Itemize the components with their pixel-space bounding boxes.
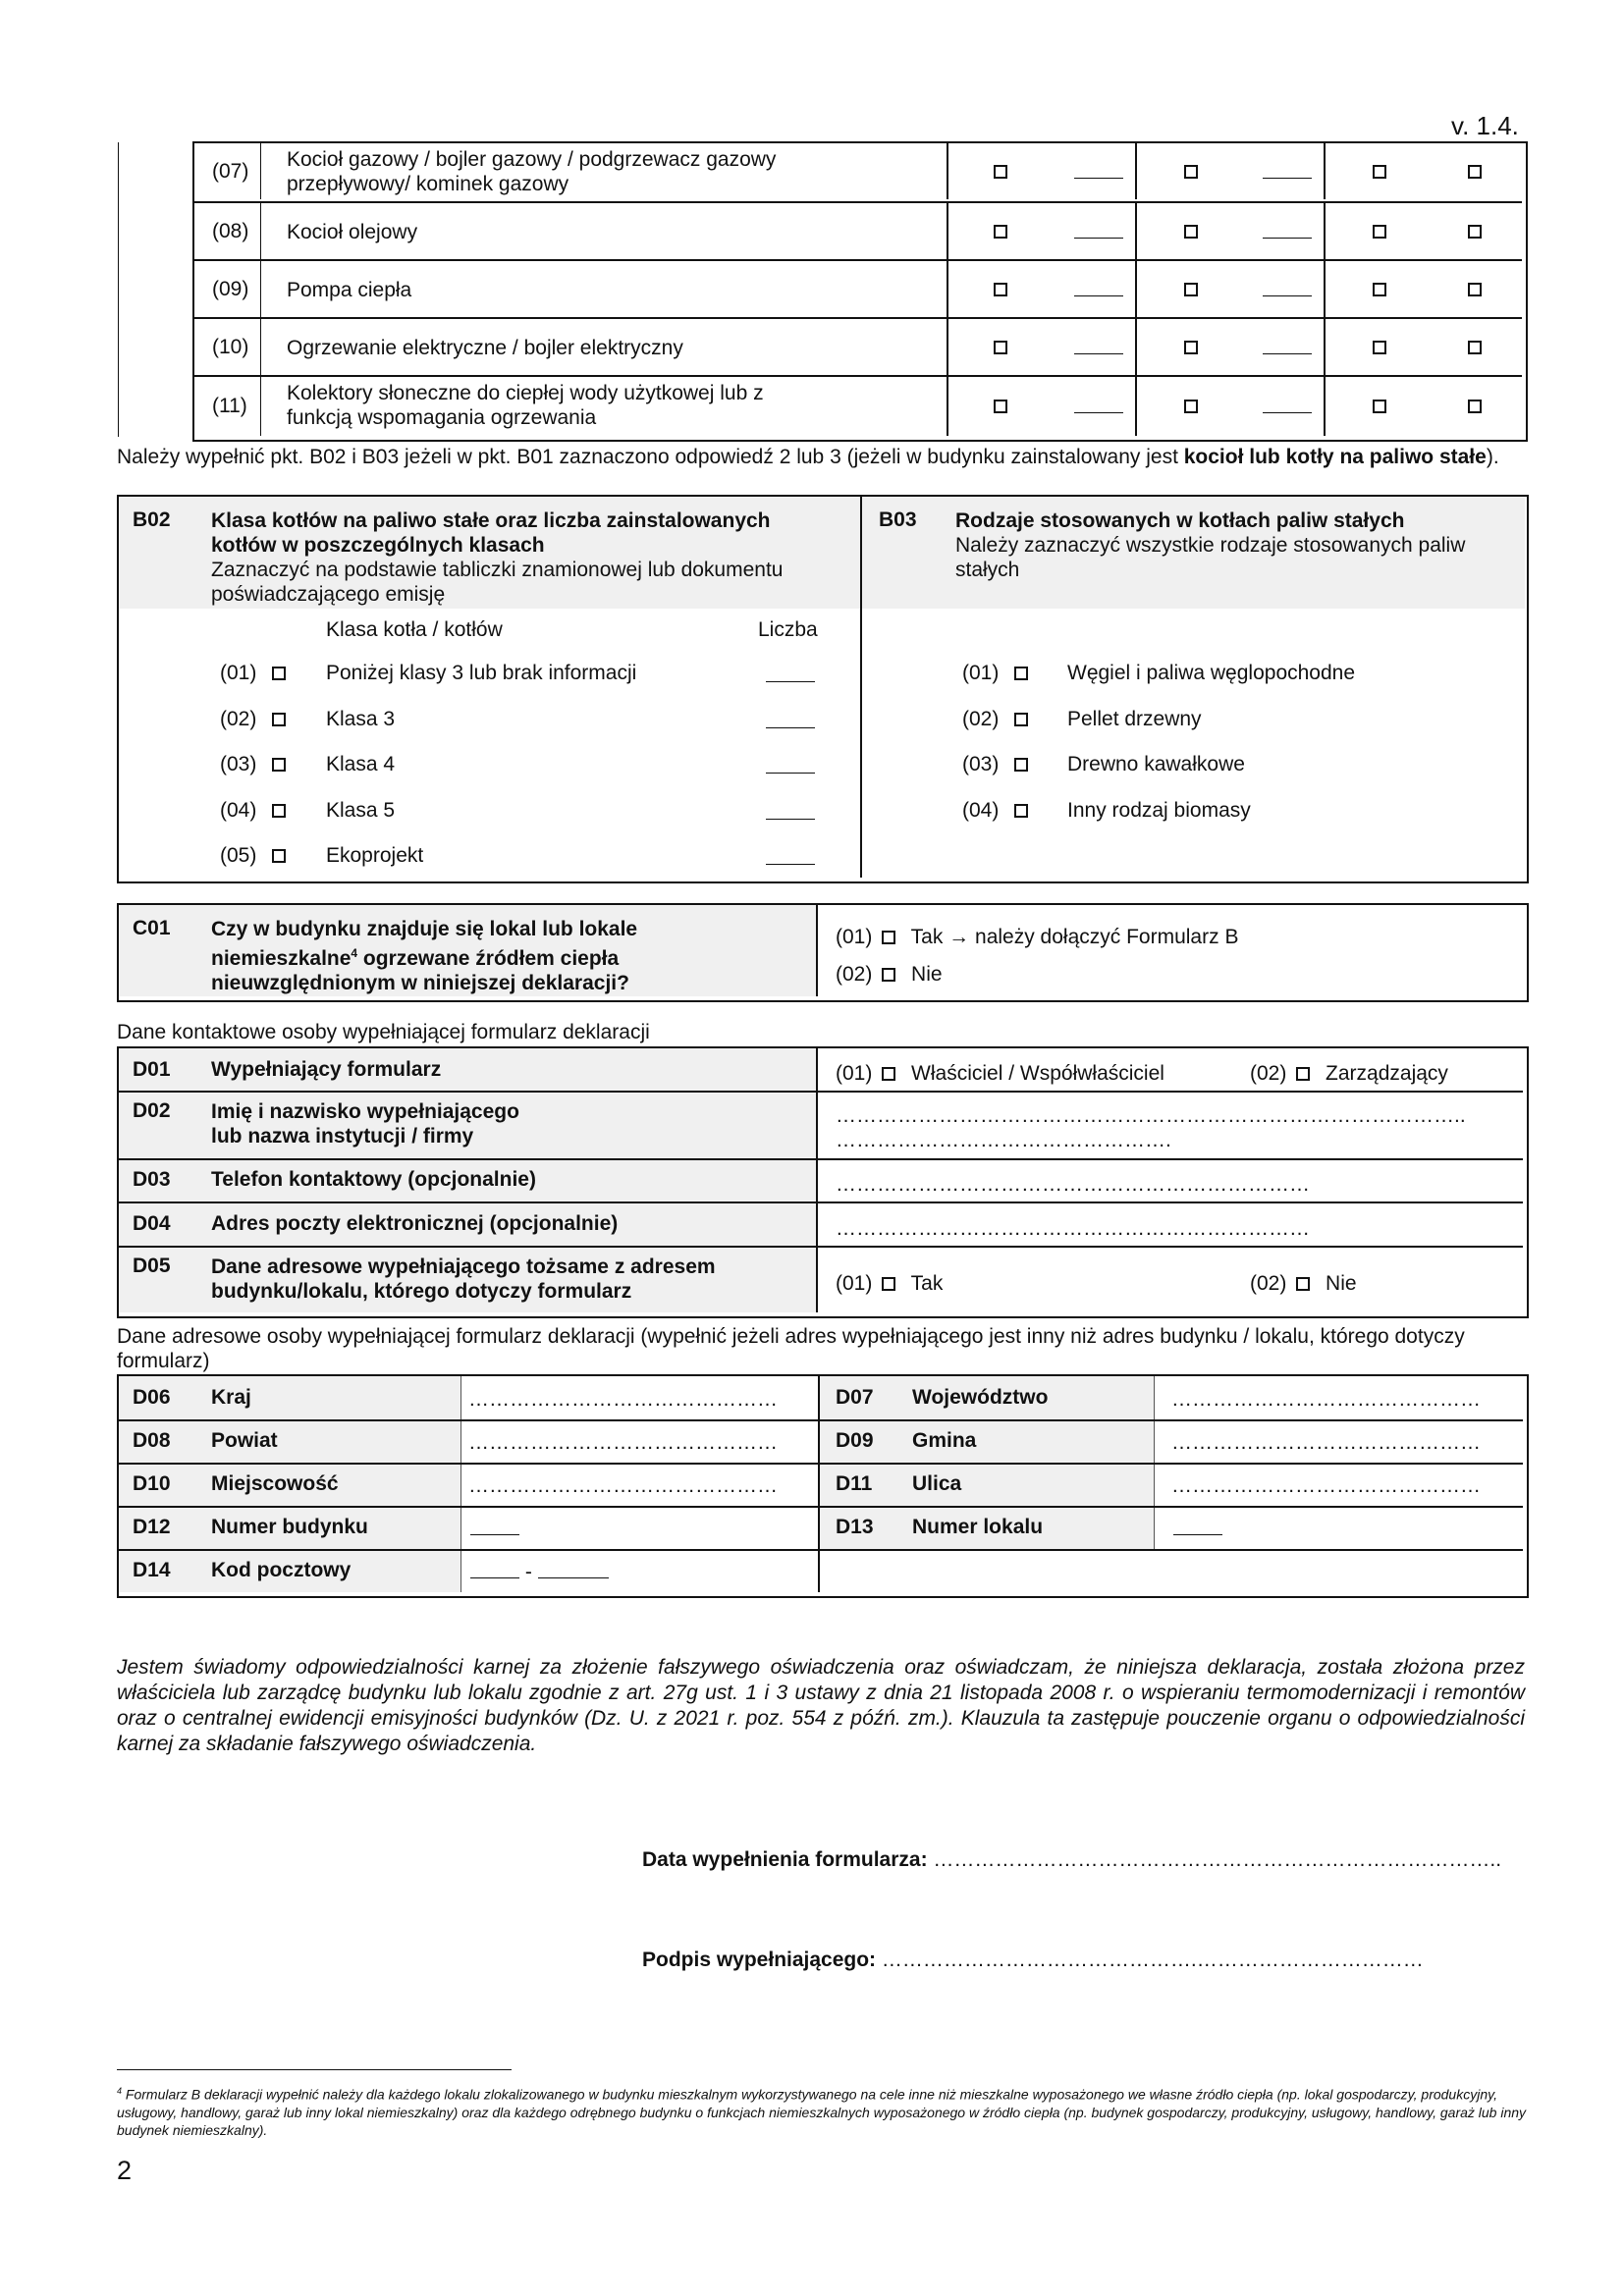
d05-label1: Dane adresowe wypełniającego tożsame z adresem bbox=[211, 1255, 716, 1278]
c01-no-checkbox[interactable] bbox=[882, 968, 895, 982]
d06-code: D06 bbox=[133, 1386, 171, 1409]
heating-col-sep-2 bbox=[1135, 143, 1137, 199]
b03-option[interactable] bbox=[862, 662, 1520, 691]
d02-name-field[interactable] bbox=[836, 1103, 1466, 1152]
heating-checkbox-4[interactable] bbox=[1468, 400, 1482, 413]
addr-h2 bbox=[119, 1463, 1523, 1465]
b03-option-label: Drewno kawałkowe bbox=[1067, 753, 1245, 775]
d01-opt2-code: (02) bbox=[1250, 1062, 1287, 1085]
b02-header-text bbox=[211, 508, 839, 607]
b02-option-count[interactable] bbox=[766, 727, 815, 728]
b03-option[interactable] bbox=[862, 753, 1520, 782]
heating-checkbox-3[interactable] bbox=[1373, 400, 1386, 413]
d14-code: D14 bbox=[133, 1559, 171, 1581]
b02-option-code: (05) bbox=[220, 844, 257, 867]
heating-count-2[interactable] bbox=[1263, 412, 1312, 413]
d13-code: D13 bbox=[836, 1516, 874, 1538]
b03-title: Rodzaje stosowanych w kotłach paliw stałych bbox=[955, 509, 1405, 532]
heating-col-sep-3 bbox=[1324, 261, 1326, 317]
d01-option-owner[interactable] bbox=[836, 1062, 1164, 1086]
date-field[interactable]: ……………………………………………………………………….. bbox=[933, 1848, 1502, 1871]
d10-label: Miejscowość bbox=[211, 1472, 339, 1495]
d05-label bbox=[211, 1255, 716, 1304]
footnote-text: Formularz B deklaracji wypełnić należy dla każdego lokalu zlokalizowanego w budynku mieszkalnym wykorzystywanego na cele inne niż mieszkalne wyposażonego we własne źródło ciepła (np. lokal gospodarczy, produkcyjny, usługowy, handlowy, garaż lub inny lokal niemieszkalny) oraz dla każdego odrębnego budynku o funkcjach niemieszkalnych wyposażonego w źródło ciepła (np. budynek gospodarczy, produkcyjny, usługowy, handlowy, garaż lub inny budynek niemieszkalny). bbox=[117, 2086, 1527, 2138]
d07-code: D07 bbox=[836, 1386, 874, 1409]
heating-col-sep-2 bbox=[1135, 203, 1137, 259]
c01-option-no[interactable] bbox=[836, 963, 943, 987]
d05-opt1-code: (01) bbox=[836, 1272, 873, 1295]
b-section-note bbox=[117, 445, 1531, 469]
d05-opt2-label: Nie bbox=[1326, 1272, 1357, 1295]
d06-label: Kraj bbox=[211, 1386, 251, 1409]
heating-row-code: (07) bbox=[212, 159, 249, 183]
heating-col-sep-3 bbox=[1324, 377, 1326, 436]
d01-option-manager[interactable] bbox=[1250, 1062, 1448, 1086]
b03-option[interactable] bbox=[862, 708, 1520, 737]
b03-option-label: Węgiel i paliwa węglopochodne bbox=[1067, 662, 1356, 684]
c01-q2 bbox=[211, 941, 810, 971]
d01-opt2-label: Zarządzający bbox=[1326, 1062, 1448, 1085]
c01-opt2-code: (02) bbox=[836, 963, 873, 986]
b02-option-checkbox[interactable] bbox=[272, 758, 286, 772]
heating-row bbox=[194, 317, 1522, 375]
heating-checkbox-1[interactable] bbox=[994, 283, 1007, 296]
addr-h3 bbox=[119, 1506, 1523, 1508]
d02-label bbox=[211, 1099, 519, 1148]
d03-phone-field[interactable]: …………………………………………………………… bbox=[836, 1173, 1310, 1196]
heating-row-divider bbox=[260, 377, 261, 436]
b02-option-count[interactable] bbox=[766, 819, 815, 820]
d05-yes-checkbox[interactable] bbox=[882, 1277, 895, 1291]
d11-code: D11 bbox=[836, 1472, 873, 1495]
d01-opt1-code: (01) bbox=[836, 1062, 873, 1085]
d02-label2: lub nazwa instytucji / firmy bbox=[211, 1125, 474, 1148]
signature-label: Podpis wypełniającego: bbox=[642, 1949, 877, 1971]
version-label: v. 1.4. bbox=[1451, 111, 1519, 140]
d05-no-checkbox[interactable] bbox=[1296, 1277, 1310, 1291]
heating-row-divider bbox=[260, 143, 261, 199]
heating-checkbox-2[interactable] bbox=[1184, 400, 1198, 413]
b03-option[interactable] bbox=[862, 799, 1520, 828]
heating-checkbox-4[interactable] bbox=[1468, 341, 1482, 354]
heating-row-code: (11) bbox=[212, 395, 247, 417]
d06-country-field[interactable]: ……………………………………… bbox=[468, 1388, 778, 1411]
c01-q2b: ogrzewane źródłem ciepła bbox=[357, 947, 620, 970]
heating-checkbox-4[interactable] bbox=[1468, 225, 1482, 239]
d-section bbox=[117, 1046, 1529, 1318]
heating-row bbox=[194, 375, 1522, 436]
c01-option-yes[interactable] bbox=[836, 926, 1238, 949]
c01-section bbox=[117, 903, 1529, 1002]
heating-checkbox-2[interactable] bbox=[1184, 165, 1198, 179]
b02-subtitle: Zaznaczyć na podstawie tabliczki znamionowej lub dokumentu poświadczającego emisję bbox=[211, 559, 784, 606]
heating-col-sep-1 bbox=[947, 143, 948, 199]
address-section bbox=[117, 1374, 1529, 1598]
heating-row-code: (10) bbox=[212, 335, 249, 358]
footnote-ref: 4 bbox=[351, 946, 358, 960]
heating-row-divider bbox=[260, 261, 261, 317]
heating-checkbox-4[interactable] bbox=[1468, 283, 1482, 296]
heating-col-sep-1 bbox=[947, 377, 948, 436]
d04-code: D04 bbox=[133, 1212, 171, 1235]
b02-option-checkbox[interactable] bbox=[272, 849, 286, 863]
b03-option-code: (01) bbox=[962, 662, 1000, 684]
footnote bbox=[117, 2082, 1531, 2139]
b03-code: B03 bbox=[879, 508, 917, 531]
b03-option-code: (04) bbox=[962, 798, 1000, 822]
b03-option-label: Inny rodzaj biomasy bbox=[1067, 798, 1251, 822]
d12-building-number-field[interactable] bbox=[470, 1518, 519, 1541]
heating-row bbox=[194, 201, 1522, 259]
c01-opt1-code: (01) bbox=[836, 926, 873, 948]
d09-code: D09 bbox=[836, 1429, 874, 1452]
c01-question bbox=[211, 917, 810, 995]
d03-code: D03 bbox=[133, 1168, 171, 1191]
b03-header-text bbox=[955, 508, 1515, 582]
d01-manager-checkbox[interactable] bbox=[1296, 1067, 1310, 1081]
heating-row-label: Kocioł gazowy / bojler gazowy / podgrzewacz gazowy przepływowy/ kominek gazowy bbox=[287, 148, 777, 195]
d05-opt2-code: (02) bbox=[1250, 1272, 1287, 1295]
d08-label: Powiat bbox=[211, 1429, 278, 1452]
d02-dots2: …………………………………………. bbox=[836, 1129, 1171, 1151]
heating-count-2[interactable] bbox=[1263, 353, 1312, 354]
signature-field[interactable]: ……………………………………….…………………………… bbox=[881, 1949, 1424, 1971]
heating-row-code: (08) bbox=[212, 219, 249, 242]
heating-col-sep-1 bbox=[947, 261, 948, 317]
heating-checkbox-2[interactable] bbox=[1184, 225, 1198, 239]
heating-col-sep-1 bbox=[947, 203, 948, 259]
heating-row-label: Ogrzewanie elektryczne / bojler elektryczny bbox=[287, 336, 683, 359]
b02-option-code: (03) bbox=[220, 753, 257, 775]
heating-checkbox-3[interactable] bbox=[1373, 283, 1386, 296]
d05-option-yes[interactable] bbox=[836, 1272, 943, 1296]
d07-voivodeship-field[interactable]: ……………………………………… bbox=[1171, 1388, 1481, 1411]
d-row-line-4 bbox=[119, 1246, 1523, 1248]
b02-option-label: Klasa 4 bbox=[326, 753, 396, 775]
c01-q1: Czy w budynku znajduje się lokal lub lokale bbox=[211, 918, 638, 940]
heating-count-2[interactable] bbox=[1263, 238, 1312, 239]
d-row-line-2 bbox=[119, 1158, 1523, 1160]
c01-opt2-label: Nie bbox=[911, 963, 943, 986]
d08-code: D08 bbox=[133, 1429, 171, 1452]
heating-col-sep-2 bbox=[1135, 261, 1137, 317]
c01-q2a: niemieszkalne bbox=[211, 947, 352, 970]
b02-option[interactable] bbox=[119, 708, 855, 737]
footnote-mark: 4 bbox=[117, 2086, 123, 2096]
heating-checkbox-3[interactable] bbox=[1373, 225, 1386, 239]
heating-checkbox-1[interactable] bbox=[994, 341, 1007, 354]
heating-count-1[interactable] bbox=[1074, 178, 1123, 179]
d05-code: D05 bbox=[133, 1255, 171, 1277]
d14-label: Kod pocztowy bbox=[211, 1559, 352, 1581]
heating-col-sep-1 bbox=[947, 319, 948, 375]
heating-col-sep-2 bbox=[1135, 319, 1137, 375]
d05-option-no[interactable] bbox=[1250, 1272, 1357, 1296]
heating-checkbox-4[interactable] bbox=[1468, 165, 1482, 179]
b03-option-code: (03) bbox=[962, 753, 1000, 775]
b02-title: Klasa kotłów na paliwo stałe oraz liczba zainstalowanych kotłów w poszczególnych klasach bbox=[211, 509, 771, 557]
b02-col-class: Klasa kotła / kotłów bbox=[326, 618, 503, 641]
heating-checkbox-1[interactable] bbox=[994, 225, 1007, 239]
heating-row bbox=[194, 143, 1522, 199]
d10-code: D10 bbox=[133, 1472, 171, 1495]
d10-city-field[interactable]: ……………………………………… bbox=[468, 1474, 778, 1497]
b03-option-code: (02) bbox=[962, 707, 1000, 730]
d09-commune-field[interactable]: ……………………………………… bbox=[1171, 1431, 1481, 1454]
b02-option-label: Klasa 3 bbox=[326, 707, 396, 730]
heating-count-1[interactable] bbox=[1074, 295, 1123, 296]
b03-option-checkbox[interactable] bbox=[1014, 804, 1028, 818]
addr-h4 bbox=[119, 1549, 1523, 1551]
b02-option-checkbox[interactable] bbox=[272, 713, 286, 726]
heating-count-2[interactable] bbox=[1263, 295, 1312, 296]
b03-option-checkbox[interactable] bbox=[1014, 667, 1028, 680]
heating-checkbox-2[interactable] bbox=[1184, 341, 1198, 354]
heating-count-1[interactable] bbox=[1074, 238, 1123, 239]
d11-street-field[interactable]: ……………………………………… bbox=[1171, 1474, 1481, 1497]
d13-label: Numer lokalu bbox=[912, 1516, 1044, 1538]
c01-opt1-label: Tak → należy dołączyć Formularz B bbox=[910, 926, 1239, 948]
b02-option-code: (04) bbox=[220, 798, 257, 822]
postal-separator: - bbox=[524, 1561, 532, 1583]
d12-label: Numer budynku bbox=[211, 1516, 368, 1538]
heating-col-sep-3 bbox=[1324, 319, 1326, 375]
b03-option-checkbox[interactable] bbox=[1014, 758, 1028, 772]
heating-row-label: Pompa ciepła bbox=[287, 278, 412, 301]
c01-code: C01 bbox=[133, 917, 171, 939]
heating-checkbox-2[interactable] bbox=[1184, 283, 1198, 296]
d01-opt1-label: Właściciel / Współwłaściciel bbox=[911, 1062, 1164, 1085]
heating-row-label: Kocioł olejowy bbox=[287, 220, 418, 243]
date-row bbox=[642, 1848, 1501, 1872]
b02-option[interactable] bbox=[119, 662, 855, 691]
b02-option-label: Klasa 5 bbox=[326, 798, 396, 822]
left-vertical-rule bbox=[118, 142, 119, 437]
heating-checkbox-1[interactable] bbox=[994, 400, 1007, 413]
b02-option-checkbox[interactable] bbox=[272, 667, 286, 680]
b02-col-count: Liczba bbox=[758, 618, 818, 641]
b-note-prefix: Należy wypełnić pkt. B02 i B03 jeżeli w pkt. B01 zaznaczono odpowiedź 2 lub 3 (jeżeli w budynku zainstalowany jest bbox=[117, 446, 1184, 468]
b03-option-checkbox[interactable] bbox=[1014, 713, 1028, 726]
page-number: 2 bbox=[117, 2156, 133, 2185]
b02-option[interactable] bbox=[119, 753, 855, 782]
d07-label: Województwo bbox=[912, 1386, 1049, 1409]
b-note-suffix: ). bbox=[1486, 446, 1499, 468]
b02-b03-section bbox=[117, 495, 1529, 883]
d-row-line-1 bbox=[119, 1091, 1523, 1093]
b02-code: B02 bbox=[133, 508, 171, 531]
d05-label2: budynku/lokalu, którego dotyczy formularz bbox=[211, 1280, 632, 1303]
d12-code: D12 bbox=[133, 1516, 171, 1538]
b02-option-code: (01) bbox=[220, 662, 257, 684]
d04-email-field[interactable]: …………………………………………………………… bbox=[836, 1217, 1310, 1240]
d13-apartment-number-field[interactable] bbox=[1173, 1518, 1222, 1541]
address-section-heading: Dane adresowe osoby wypełniającej formularz deklaracji (wypełnić jeżeli adres wypełniającego jest inny niż adres budynku / lokalu, którego dotyczy formularz) bbox=[117, 1325, 1465, 1372]
heating-row-label: Kolektory słoneczne do ciepłej wody użytkowej lub z funkcją wspomagania ogrzewania bbox=[287, 382, 764, 429]
heating-count-1[interactable] bbox=[1074, 353, 1123, 354]
heating-row-divider bbox=[260, 319, 261, 375]
d05-opt1-label: Tak bbox=[910, 1272, 944, 1295]
addr-h1 bbox=[119, 1419, 1523, 1421]
b02-option[interactable] bbox=[119, 844, 855, 874]
d03-label: Telefon kontaktowy (opcjonalnie) bbox=[211, 1168, 536, 1191]
c01-q3: nieuwzględnionym w niniejszej deklaracji? bbox=[211, 972, 629, 994]
d11-label: Ulica bbox=[912, 1472, 962, 1495]
d14-postal-code-field[interactable] bbox=[470, 1561, 609, 1584]
b02-option-label: Poniżej klasy 3 lub brak informacji bbox=[326, 662, 637, 684]
d02-dots1: ……………………………………………………………………………….. bbox=[836, 1104, 1466, 1127]
heating-col-sep-3 bbox=[1324, 143, 1326, 199]
d02-code: D02 bbox=[133, 1099, 171, 1122]
d08-county-field[interactable]: ……………………………………… bbox=[468, 1431, 778, 1454]
heating-count-1[interactable] bbox=[1074, 412, 1123, 413]
heating-row-divider bbox=[260, 203, 261, 259]
d-row-line-3 bbox=[119, 1201, 1523, 1203]
heating-row-code: (09) bbox=[212, 277, 249, 300]
c01-yes-checkbox[interactable] bbox=[882, 931, 895, 944]
b03-option-label: Pellet drzewny bbox=[1067, 707, 1202, 730]
b-note-bold: kocioł lub kotły na paliwo stałe bbox=[1183, 446, 1487, 468]
date-label: Data wypełnienia formularza: bbox=[642, 1848, 928, 1871]
signature-row bbox=[642, 1949, 1424, 1972]
heating-row bbox=[194, 259, 1522, 317]
d02-label1: Imię i nazwisko wypełniającego bbox=[211, 1100, 519, 1123]
b02-option-label: Ekoprojekt bbox=[326, 844, 424, 867]
d01-label: Wypełniający formularz bbox=[211, 1058, 442, 1081]
b02-option-count[interactable] bbox=[766, 681, 815, 682]
d-section-heading: Dane kontaktowe osoby wypełniającej formularz deklaracji bbox=[117, 1021, 650, 1043]
footnote-rule bbox=[117, 2069, 512, 2070]
b03-subtitle: Należy zaznaczyć wszystkie rodzaje stosowanych paliw stałych bbox=[955, 534, 1466, 581]
b02-option-checkbox[interactable] bbox=[272, 804, 286, 818]
b02-option-code: (02) bbox=[220, 707, 257, 730]
d09-label: Gmina bbox=[912, 1429, 977, 1452]
d01-code: D01 bbox=[133, 1058, 171, 1081]
b02-option[interactable] bbox=[119, 799, 855, 828]
heating-checkbox-3[interactable] bbox=[1373, 341, 1386, 354]
declaration-text: Jestem świadomy odpowiedzialności karnej za złożenie fałszywego oświadczenia oraz oświadczam, że niniejsza deklaracja, została złożona przez właściciela lub zarządcę budynku lub lokalu zgodnie z art. 27g ust. 1 i 3 ustawy z dnia 21 listopada 2008 r. o wspieraniu termomodernizacji i remontów oraz o centralnej ewidencji emisyjności budynków (Dz. U. z 2021 r. poz. 554 z późń. zm.). Klauzula ta zastępuje pouczenie organu o odpowiedzialności karnej za składanie fałszywego oświadczenia. bbox=[117, 1656, 1525, 1755]
d04-label: Adres poczty elektronicznej (opcjonalnie) bbox=[211, 1212, 619, 1235]
heating-checkbox-3[interactable] bbox=[1373, 165, 1386, 179]
b02-option-count[interactable] bbox=[766, 864, 815, 865]
b02-option-count[interactable] bbox=[766, 773, 815, 774]
heating-checkbox-1[interactable] bbox=[994, 165, 1007, 179]
heating-count-2[interactable] bbox=[1263, 178, 1312, 179]
heating-col-sep-3 bbox=[1324, 203, 1326, 259]
heating-col-sep-2 bbox=[1135, 377, 1137, 436]
d01-owner-checkbox[interactable] bbox=[882, 1067, 895, 1081]
